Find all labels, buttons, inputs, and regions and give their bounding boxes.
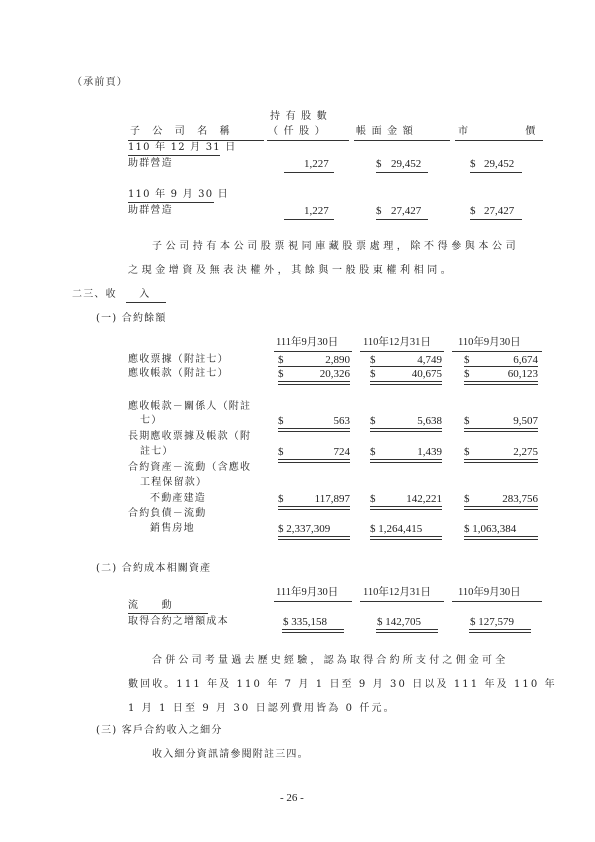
current-underline	[128, 613, 208, 614]
column-header: 111年9月30日	[276, 587, 339, 598]
header-rule	[128, 140, 264, 141]
section-underline	[126, 302, 166, 303]
paragraph-line: 子公司持有本公司股票視同庫藏股票處理，除不得參與本公司	[152, 241, 520, 252]
amount-cell: $ 335,158	[283, 616, 327, 628]
page-number: - 26 -	[280, 792, 304, 804]
amount-cell: $ 60,123	[464, 368, 538, 380]
header-rule	[360, 351, 444, 352]
market-currency: $	[470, 205, 476, 217]
book-value: 27,427	[391, 205, 422, 217]
amount-cell: $ 142,705	[377, 616, 421, 628]
value-underline	[470, 219, 522, 220]
subsection-title: (一) 合約餘額	[96, 313, 167, 324]
amount-cell: $ 127,579	[470, 616, 514, 628]
double-underline	[278, 459, 350, 463]
amount-cell: $ 117,897	[278, 493, 350, 505]
market-value: 27,427	[484, 205, 515, 217]
shares-value: 1,227	[304, 158, 329, 170]
shares-header-top: 持 有 股 數	[270, 111, 328, 122]
double-underline	[278, 381, 350, 385]
value-underline	[284, 219, 334, 220]
amount-cell: $ 2,890	[278, 354, 350, 366]
double-underline	[464, 506, 538, 510]
paragraph-line: 之現金增資及無表決權外，其餘與一般股東權利相同。	[128, 265, 455, 276]
amount-cell: $ 6,674	[464, 354, 538, 366]
amount-cell: $ 2,275	[464, 446, 538, 458]
amount-cell: $ 1,439	[370, 446, 442, 458]
subsidiary-name: 助群營造	[128, 205, 173, 216]
header-rule	[267, 140, 349, 141]
row-label: 應收帳款（附註七）	[128, 368, 229, 379]
header-rule	[274, 601, 352, 602]
amount-cell: $ 1,264,415	[370, 523, 423, 535]
underline	[464, 366, 538, 367]
amount-cell: $ 2,337,309	[278, 523, 331, 535]
row-label-cont: 工程保留款）	[140, 477, 208, 488]
amount-cell: $ 9,507	[464, 415, 538, 427]
date-label: 110 年 12 月 31 日	[128, 142, 237, 153]
subsidiary-name: 助群營造	[128, 158, 173, 169]
value-underline	[376, 172, 428, 173]
column-header: 110年12月31日	[363, 587, 431, 598]
header-rule	[452, 601, 542, 602]
double-underline	[278, 506, 350, 510]
double-underline	[376, 629, 438, 633]
double-underline	[464, 381, 538, 385]
amount-cell: $ 1,063,384	[464, 523, 517, 535]
double-underline	[278, 536, 350, 540]
amount-cell: $ 283,756	[464, 493, 538, 505]
double-underline	[464, 459, 538, 463]
row-label: 應收帳款－關係人（附註	[128, 401, 252, 412]
header-rule	[360, 601, 444, 602]
double-underline	[370, 381, 442, 385]
double-underline	[282, 629, 344, 633]
double-underline	[370, 459, 442, 463]
header-rule	[354, 140, 450, 141]
subsidiary-name-header: 子 公 司 名 稱	[130, 126, 231, 137]
header-rule	[274, 351, 352, 352]
paragraph-line: 1 月 1 日至 9 月 30 日認列費用皆為 0 仟元。	[128, 703, 396, 714]
double-underline	[278, 428, 350, 432]
book-currency: $	[376, 205, 382, 217]
market-value: 29,452	[484, 158, 515, 170]
row-label-cont: 七）	[140, 415, 163, 426]
amount-cell: $ 20,326	[278, 368, 350, 380]
column-header: 111年9月30日	[276, 337, 339, 348]
column-header: 110年9月30日	[458, 587, 521, 598]
book-value: 29,452	[391, 158, 422, 170]
amount-cell: $ 4,749	[370, 354, 442, 366]
double-underline	[464, 428, 538, 432]
book-currency: $	[376, 158, 382, 170]
row-label: 應收票據（附註七）	[128, 354, 229, 365]
row-label: 長期應收票據及帳款（附	[128, 431, 252, 442]
row-label-sub: 銷售房地	[150, 523, 195, 534]
underline	[278, 366, 350, 367]
header-rule	[455, 140, 543, 141]
shares-value: 1,227	[304, 205, 329, 217]
section-title: 二三、收 入	[72, 289, 151, 300]
continued-note: （承前頁）	[72, 77, 128, 88]
double-underline	[370, 428, 442, 432]
value-underline	[376, 219, 428, 220]
amount-cell: $ 40,675	[370, 368, 442, 380]
date-underline	[128, 202, 214, 203]
double-underline	[370, 506, 442, 510]
row-label: 取得合約之增額成本	[128, 616, 229, 627]
amount-cell: $ 563	[278, 415, 350, 427]
market-currency: $	[470, 158, 476, 170]
paragraph-line: 收入細分資訊請參閱附註三四。	[152, 749, 309, 760]
row-label-sub: 不動產建造	[150, 493, 206, 504]
row-label: 合約資產－流動（含應收	[128, 462, 252, 473]
paragraph-line: 合併公司考量過去歷史經驗，認為取得合約所支付之佣金可全	[152, 655, 509, 666]
double-underline	[464, 536, 538, 540]
date-label: 110 年 9 月 30 日	[128, 189, 229, 200]
book-value-header: 帳 面 金 額	[356, 126, 414, 137]
current-label: 流 動	[128, 600, 173, 611]
subsection-title: (三) 客戶合約收入之細分	[96, 725, 223, 736]
header-rule	[452, 351, 542, 352]
amount-cell: $ 724	[278, 446, 350, 458]
market-value-header: 市 價	[458, 126, 537, 137]
double-underline	[370, 536, 442, 540]
row-label: 合約負債－流動	[128, 508, 207, 519]
shares-header: （ 仟 股 ）	[268, 126, 326, 137]
value-underline	[284, 172, 334, 173]
date-underline	[128, 155, 220, 156]
amount-cell: $ 5,638	[370, 415, 442, 427]
value-underline	[470, 172, 522, 173]
underline	[370, 366, 442, 367]
subsection-title: (二) 合約成本相關資產	[96, 563, 212, 574]
amount-cell: $ 142,221	[370, 493, 442, 505]
double-underline	[469, 629, 531, 633]
column-header: 110年9月30日	[458, 337, 521, 348]
row-label-cont: 註七）	[140, 446, 174, 457]
paragraph-line: 數回收。111 年及 110 年 7 月 1 日至 9 月 30 日以及 111 年及 110 年	[128, 679, 557, 690]
column-header: 110年12月31日	[363, 337, 431, 348]
